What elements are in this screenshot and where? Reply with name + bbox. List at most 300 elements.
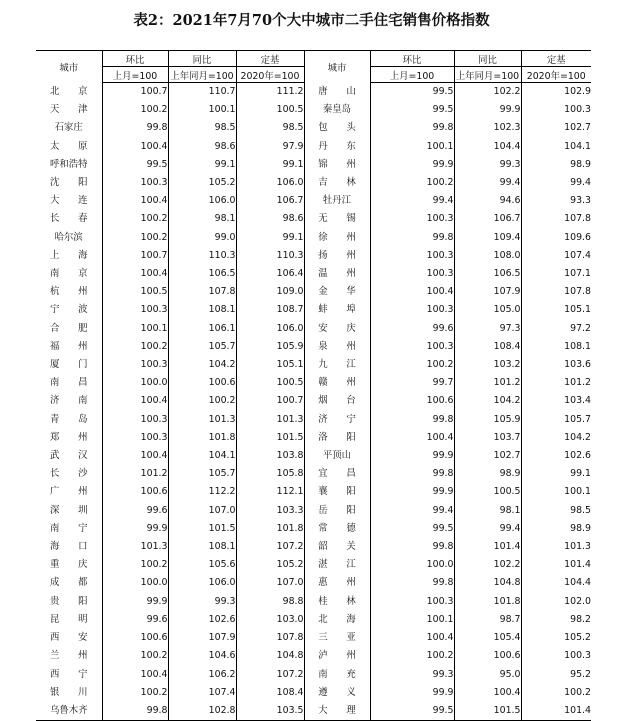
mom-value-left: 101.3 [102,538,168,556]
yoy-value-right: 104.8 [454,574,521,592]
yoy-value-left: 106.0 [168,192,236,210]
table-row [36,374,591,392]
city-name-left: 南 京 [49,268,88,280]
base-value-right: 107.4 [521,247,591,265]
city-name-right: 湛 江 [304,556,370,574]
yoy-value-left: 105.7 [168,338,236,356]
city-name-left: 青 岛 [49,413,88,425]
table-row [36,392,591,410]
mom-value-right: 99.9 [370,684,454,702]
base-value-left: 103.5 [236,702,304,721]
table-row [36,629,591,647]
mom-value-left: 99.6 [102,502,168,520]
base-value-right: 108.1 [521,338,591,356]
yoy-value-right: 99.4 [454,520,521,538]
city-name-right: 平顶山 [304,447,370,465]
table-row [36,83,591,102]
base-value-left: 103.0 [236,611,304,629]
header-yoy-sub-left: 上年同月=100 [168,67,236,83]
price-index-table [36,50,591,721]
yoy-value-right: 100.6 [454,647,521,665]
header-city-left: 城市 [36,51,102,83]
mom-value-left: 100.5 [102,283,168,301]
mom-value-right: 100.3 [370,265,454,283]
yoy-value-right: 104.4 [454,138,521,156]
yoy-value-right: 101.8 [454,593,521,611]
base-value-right: 100.1 [521,483,591,501]
table-row [36,320,591,338]
base-value-right: 107.8 [521,210,591,228]
mom-value-right: 99.4 [370,502,454,520]
yoy-value-left: 98.1 [168,210,236,228]
mom-value-right: 100.2 [370,356,454,374]
base-value-right: 101.3 [521,538,591,556]
mom-value-left: 100.4 [102,447,168,465]
mom-value-right: 99.8 [370,574,454,592]
base-value-right: 102.6 [521,447,591,465]
base-value-right: 102.0 [521,593,591,611]
mom-value-right: 100.0 [370,556,454,574]
yoy-value-left: 98.5 [168,119,236,137]
city-name-left: 沈 阳 [49,177,88,189]
mom-value-left: 100.3 [102,301,168,319]
base-value-right: 103.4 [521,392,591,410]
table-row [36,574,591,592]
yoy-value-left: 107.8 [168,283,236,301]
table-row [36,465,591,483]
yoy-value-left: 105.6 [168,556,236,574]
yoy-value-left: 101.5 [168,520,236,538]
city-name-left: 成 都 [49,577,88,589]
city-name-right: 牡丹江 [304,192,370,210]
yoy-value-right: 98.9 [454,465,521,483]
city-name-right: 泸 州 [304,647,370,665]
table-row [36,702,591,721]
yoy-value-right: 102.2 [454,83,521,102]
yoy-value-right: 107.9 [454,283,521,301]
header-base-left: 定基 [236,51,304,67]
yoy-value-left: 100.6 [168,374,236,392]
base-value-right: 105.1 [521,301,591,319]
base-value-right: 98.9 [521,520,591,538]
base-value-left: 107.2 [236,538,304,556]
yoy-value-right: 98.1 [454,502,521,520]
city-name-right: 温 州 [304,265,370,283]
city-name-left: 西 安 [49,632,88,644]
city-name-left: 南 昌 [49,377,88,389]
base-value-right: 102.9 [521,83,591,102]
mom-value-left: 100.2 [102,229,168,247]
city-name-left: 南 宁 [49,522,88,534]
yoy-value-left: 106.1 [168,320,236,338]
yoy-value-left: 105.7 [168,465,236,483]
mom-value-left: 101.2 [102,465,168,483]
city-name-right: 北 海 [304,611,370,629]
mom-value-left: 100.3 [102,174,168,192]
mom-value-right: 100.4 [370,629,454,647]
yoy-value-left: 106.0 [168,574,236,592]
base-value-left: 98.6 [236,210,304,228]
mom-value-left: 100.3 [102,411,168,429]
base-value-right: 105.7 [521,411,591,429]
base-value-right: 98.9 [521,156,591,174]
mom-value-left: 100.2 [102,338,168,356]
city-name-left: 乌鲁木齐 [36,702,102,721]
city-name-right: 蚌 埠 [304,301,370,319]
yoy-value-right: 99.3 [454,156,521,174]
yoy-value-left: 99.3 [168,593,236,611]
city-name-left: 长 沙 [49,468,88,480]
yoy-value-right: 106.5 [454,265,521,283]
yoy-value-right: 97.3 [454,320,521,338]
table-row [36,156,591,174]
mom-value-left: 99.8 [102,702,168,721]
yoy-value-right: 99.4 [454,174,521,192]
city-name-right: 锦 州 [304,156,370,174]
yoy-value-right: 95.0 [454,666,521,684]
base-value-left: 100.5 [236,101,304,119]
mom-value-left: 100.2 [102,210,168,228]
city-name-right: 济 宁 [304,411,370,429]
city-name-left: 昆 明 [49,613,88,625]
yoy-value-right: 105.4 [454,629,521,647]
city-name-left: 厦 门 [49,359,88,371]
mom-value-left: 100.2 [102,101,168,119]
yoy-value-left: 104.1 [168,447,236,465]
yoy-value-left: 98.6 [168,138,236,156]
base-value-left: 98.8 [236,593,304,611]
city-name-right: 岳 阳 [304,502,370,520]
base-value-left: 109.0 [236,283,304,301]
yoy-value-right: 101.4 [454,538,521,556]
city-name-right: 徐 州 [304,229,370,247]
yoy-value-left: 112.2 [168,483,236,501]
yoy-value-right: 106.7 [454,210,521,228]
table-row [36,666,591,684]
base-value-right: 103.6 [521,356,591,374]
mom-value-right: 99.8 [370,538,454,556]
yoy-value-right: 104.2 [454,392,521,410]
yoy-value-left: 110.3 [168,247,236,265]
yoy-value-right: 102.3 [454,119,521,137]
city-name-right: 丹 东 [304,138,370,156]
table-row [36,101,591,119]
base-value-right: 101.4 [521,556,591,574]
yoy-value-right: 102.2 [454,556,521,574]
city-name-right: 宜 昌 [304,465,370,483]
header-base-right: 定基 [521,51,591,67]
base-value-left: 100.7 [236,392,304,410]
mom-value-left: 100.0 [102,374,168,392]
base-value-right: 100.3 [521,647,591,665]
yoy-value-right: 98.7 [454,611,521,629]
mom-value-right: 99.9 [370,156,454,174]
mom-value-left: 100.4 [102,192,168,210]
base-value-left: 99.1 [236,156,304,174]
base-value-left: 111.2 [236,83,304,102]
city-name-left: 武 汉 [49,450,88,462]
city-name-left: 北 京 [49,85,88,97]
mom-value-left: 100.1 [102,320,168,338]
base-value-left: 107.8 [236,629,304,647]
table-row [36,283,591,301]
yoy-value-left: 107.4 [168,684,236,702]
table-body [36,83,591,721]
city-name-left: 郑 州 [49,431,88,443]
table-row [36,429,591,447]
base-value-right: 98.2 [521,611,591,629]
city-name-left: 福 州 [49,340,88,352]
yoy-value-right: 99.9 [454,101,521,119]
city-name-left: 天 津 [49,104,88,116]
base-value-left: 105.9 [236,338,304,356]
base-value-left: 106.4 [236,265,304,283]
yoy-value-right: 101.2 [454,374,521,392]
mom-value-right: 99.5 [370,83,454,102]
table-row [36,411,591,429]
header-base-sub-left: 2020年=100 [236,67,304,83]
city-name-right: 惠 州 [304,574,370,592]
mom-value-right: 100.1 [370,138,454,156]
header-mom-right: 环比 [370,51,454,67]
base-value-right: 101.4 [521,702,591,721]
city-name-right: 大 理 [304,702,370,721]
mom-value-right: 100.3 [370,210,454,228]
base-value-right: 97.2 [521,320,591,338]
mom-value-right: 99.5 [370,702,454,721]
base-value-left: 105.2 [236,556,304,574]
base-value-right: 109.6 [521,229,591,247]
header-yoy-left: 同比 [168,51,236,67]
base-value-right: 100.2 [521,684,591,702]
yoy-value-left: 100.1 [168,101,236,119]
mom-value-left: 100.7 [102,83,168,102]
mom-value-right: 100.1 [370,611,454,629]
base-value-left: 105.8 [236,465,304,483]
mom-value-left: 100.3 [102,356,168,374]
table-row [36,338,591,356]
mom-value-right: 99.8 [370,119,454,137]
mom-value-left: 99.5 [102,156,168,174]
mom-value-right: 99.9 [370,447,454,465]
yoy-value-left: 106.5 [168,265,236,283]
base-value-right: 99.1 [521,465,591,483]
base-value-left: 103.8 [236,447,304,465]
base-value-right: 93.3 [521,192,591,210]
mom-value-right: 100.4 [370,283,454,301]
city-name-right: 吉 林 [304,174,370,192]
mom-value-left: 100.3 [102,429,168,447]
city-name-right: 洛 阳 [304,429,370,447]
mom-value-right: 100.3 [370,247,454,265]
base-value-left: 106.0 [236,320,304,338]
mom-value-left: 99.9 [102,520,168,538]
city-name-left: 银 川 [49,686,88,698]
base-value-left: 101.8 [236,520,304,538]
mom-value-right: 100.3 [370,301,454,319]
base-value-left: 101.3 [236,411,304,429]
base-value-right: 107.8 [521,283,591,301]
base-value-left: 99.1 [236,229,304,247]
table-row [36,229,591,247]
yoy-value-left: 104.6 [168,647,236,665]
base-value-left: 108.4 [236,684,304,702]
yoy-value-left: 101.8 [168,429,236,447]
city-name-right: 泉 州 [304,338,370,356]
base-value-right: 101.2 [521,374,591,392]
mom-value-left: 100.4 [102,666,168,684]
yoy-value-left: 107.0 [168,502,236,520]
base-value-right: 107.1 [521,265,591,283]
base-value-left: 101.5 [236,429,304,447]
yoy-value-right: 105.0 [454,301,521,319]
mom-value-left: 100.2 [102,647,168,665]
mom-value-left: 100.0 [102,574,168,592]
header-mom-left: 环比 [102,51,168,67]
yoy-value-right: 109.4 [454,229,521,247]
mom-value-left: 100.4 [102,392,168,410]
yoy-value-left: 99.1 [168,156,236,174]
mom-value-right: 99.8 [370,229,454,247]
mom-value-right: 99.8 [370,411,454,429]
mom-value-right: 99.9 [370,483,454,501]
yoy-value-left: 110.7 [168,83,236,102]
yoy-value-right: 103.2 [454,356,521,374]
yoy-value-left: 102.8 [168,702,236,721]
base-value-right: 100.3 [521,101,591,119]
city-name-right: 襄 阳 [304,483,370,501]
yoy-value-right: 100.5 [454,483,521,501]
base-value-right: 99.4 [521,174,591,192]
mom-value-left: 99.6 [102,611,168,629]
yoy-value-right: 105.9 [454,411,521,429]
table-row [36,556,591,574]
mom-value-left: 100.6 [102,629,168,647]
base-value-left: 103.3 [236,502,304,520]
mom-value-right: 100.4 [370,429,454,447]
table-row [36,192,591,210]
header-yoy-right: 同比 [454,51,521,67]
city-name-left: 济 南 [49,395,88,407]
city-name-left: 长 春 [49,213,88,225]
mom-value-left: 99.8 [102,119,168,137]
table-row [36,502,591,520]
table-row [36,538,591,556]
table-row [36,520,591,538]
yoy-value-left: 107.9 [168,629,236,647]
city-name-right: 安 庆 [304,320,370,338]
base-value-right: 104.4 [521,574,591,592]
header-yoy-sub-right: 上年同月=100 [454,67,521,83]
city-name-left: 杭 州 [49,286,88,298]
city-name-left: 广 州 [49,486,88,498]
city-name-right: 九 江 [304,356,370,374]
mom-value-right: 99.5 [370,520,454,538]
base-value-left: 108.7 [236,301,304,319]
mom-value-right: 99.7 [370,374,454,392]
base-value-right: 95.2 [521,666,591,684]
table-row [36,138,591,156]
base-value-left: 107.0 [236,574,304,592]
city-name-left: 海 口 [49,541,88,553]
mom-value-right: 99.8 [370,465,454,483]
base-value-left: 97.9 [236,138,304,156]
mom-value-left: 100.7 [102,247,168,265]
base-value-left: 104.8 [236,647,304,665]
yoy-value-right: 108.0 [454,247,521,265]
city-name-left: 重 庆 [49,559,88,571]
base-value-left: 105.1 [236,356,304,374]
base-value-right: 104.1 [521,138,591,156]
mom-value-right: 100.3 [370,338,454,356]
table-row [36,265,591,283]
city-name-right: 三 亚 [304,629,370,647]
mom-value-right: 99.6 [370,320,454,338]
city-name-left: 太 原 [49,140,88,152]
yoy-value-left: 105.2 [168,174,236,192]
yoy-value-left: 108.1 [168,301,236,319]
header-mom-sub-right: 上月=100 [370,67,454,83]
city-name-right: 金 华 [304,283,370,301]
mom-value-right: 100.3 [370,593,454,611]
table-row [36,356,591,374]
yoy-value-right: 100.4 [454,684,521,702]
yoy-value-left: 106.2 [168,666,236,684]
city-name-right: 常 德 [304,520,370,538]
city-name-left: 上 海 [49,249,88,261]
header-mom-sub-left: 上月=100 [102,67,168,83]
yoy-value-right: 103.7 [454,429,521,447]
table-row [36,483,591,501]
base-value-right: 105.2 [521,629,591,647]
city-name-left: 呼和浩特 [49,158,88,170]
yoy-value-right: 108.4 [454,338,521,356]
base-value-right: 98.5 [521,502,591,520]
base-value-left: 110.3 [236,247,304,265]
city-name-left: 合 肥 [49,322,88,334]
table-row [36,247,591,265]
yoy-value-right: 102.7 [454,447,521,465]
header-city-right: 城市 [304,51,370,83]
base-value-left: 106.7 [236,192,304,210]
city-name-right: 韶 关 [304,538,370,556]
yoy-value-right: 94.6 [454,192,521,210]
table-row [36,611,591,629]
base-value-left: 112.1 [236,483,304,501]
base-value-left: 106.0 [236,174,304,192]
table-row [36,119,591,137]
yoy-value-left: 108.1 [168,538,236,556]
city-name-right: 秦皇岛 [304,101,370,119]
city-name-right: 烟 台 [304,392,370,410]
city-name-left: 兰 州 [49,650,88,662]
table-title: 表2：2021年7月70个大中城市二手住宅销售价格指数 [133,12,490,29]
base-value-left: 100.5 [236,374,304,392]
base-value-right: 102.7 [521,119,591,137]
base-value-right: 104.2 [521,429,591,447]
city-name-right: 扬 州 [304,247,370,265]
table-row [36,593,591,611]
city-name-right: 遵 义 [304,684,370,702]
mom-value-right: 100.6 [370,392,454,410]
city-name-left: 西 宁 [49,668,88,680]
city-name-left: 大 连 [49,195,88,207]
yoy-value-left: 100.2 [168,392,236,410]
yoy-value-right: 101.5 [454,702,521,721]
table-row [36,647,591,665]
table-row [36,447,591,465]
table-row [36,684,591,702]
